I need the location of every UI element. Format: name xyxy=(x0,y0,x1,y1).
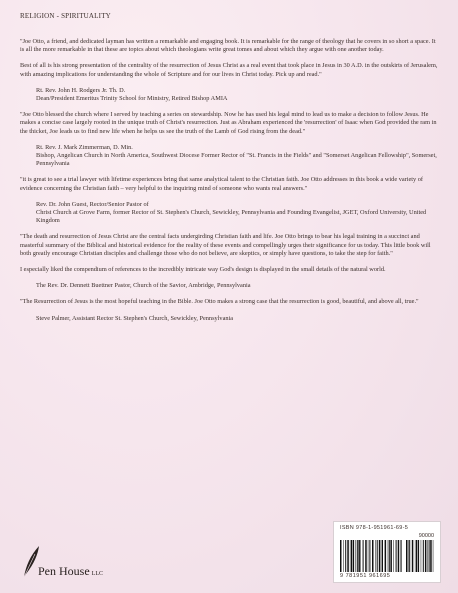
isbn-number: ISBN 978-1-951961-69-5 xyxy=(340,525,409,531)
blurb-1-text: "Joe Otto, a friend, and dedicated layman has written a remarkable and engaging book. It is remarkable for the range of theology that he covers in so short a space. It is all the more remarkable in that these are topics about which theologians write great tomes and about which they argue with one another today. xyxy=(20,38,436,54)
blurb-2-attribution xyxy=(36,144,440,169)
blurbs-section xyxy=(20,38,440,331)
price-code: 90000 xyxy=(418,533,434,539)
publisher-logo xyxy=(20,544,130,584)
blurb-3-text: "it is great to see a trial lawyer with lifetime experiences bring that same analytical talent to the Christian faith. Joe Otto addresses in this book a wide variety of evidence concerning the Christian faith – very helpful to the inquiring mind of someone who wants real answers." xyxy=(20,176,424,192)
blurb-3-attribution xyxy=(36,201,440,226)
publisher-name-text: Pen House xyxy=(38,564,90,578)
blurb-4-text-continued: I especially liked the compendium of references to the incredibly intricate way God's design is displayed in the small details of the natural world. xyxy=(20,266,386,274)
publisher-name xyxy=(38,564,103,579)
blurb-4-text: "The death and resurrection of Jesus Christ are the central facts undergirding Christian faith and life. Joe Otto brings to bear his legal training in a succinct and masterful summary of the Biblical and historical evidence for the reality of these events and compellingly urges their significance for us today. This little book will both greatly encourage Christian disciples and challenge those who do not believe, are skeptics, or simply have questions, to take the step for faith." xyxy=(20,233,431,257)
barcode-addon-bars xyxy=(406,540,434,572)
attribution-title: Dean/President Emeritus Trinity School for Ministry, Retired Bishop AMIA xyxy=(36,95,228,103)
blurb-1-attribution xyxy=(36,87,440,103)
attribution-title: Bishop, Angelican Church in North America, Southwest Diocese Former Rector of "St. Francis in the Fields" and "Somerset Angelican Fellowship", Somerset, Pennsylvania xyxy=(36,152,437,168)
blurb-5-attribution xyxy=(36,315,440,323)
attribution-name: The Rev. Dr. Dennett Buettner Pastor, Church of the Savior, Ambridge, Pennsylvania xyxy=(36,282,251,290)
barcode-main-bars xyxy=(340,540,402,572)
barcode-digits: 9 781951 961695 xyxy=(340,573,391,579)
blurb-5-text: "The Resurrection of Jesus is the most hopeful teaching in the Bible. Joe Otto makes a strong case that the resurrection is good, beautiful, and above all, true." xyxy=(20,298,419,306)
attribution-title: Christ Church at Grove Farm, former Rector of St. Stephen's Church, Sewickley, Pennsylvania and Founding Evangelist, JGET, Oxford University, United Kingdom xyxy=(36,209,427,225)
category-label: RELIGION - SPIRITUALITY xyxy=(20,12,111,20)
blurb-2-text: "Joe Otto blessed the church where I served by teaching a series on stewardship. Now he has used his legal mind to lead us to make a decision to follow Jesus. He makes a concise case largely rooted in the unique truth of Christ's resurrection. Just as Abraham experienced the 'resurrection' of Isaac when God provided the ram in the thicket, Joe leads us to find new life when he helps us see the truth of the Lamb of God rising from the dead." xyxy=(20,111,437,135)
blurb-1-text-continued: Best of all is his strong presentation of the centrality of the resurrection of Jesus Christ as a real event that took place in Jesus in 30 A.D. in the outskirts of Jerusalem, with amazing implications for understanding the whole of Scripture and for our lives in Christ today. Pick up and read." xyxy=(20,62,438,78)
publisher-suffix: LLC xyxy=(91,571,104,577)
attribution-name: Rt. Rev. J. Mark Zimmerman, D. Min. xyxy=(36,143,133,151)
blurb-4-attribution xyxy=(36,282,440,290)
isbn-barcode xyxy=(333,521,441,583)
attribution-name: Steve Palmer, Assistant Rector St. Stephen's Church, Sewickley, Pennsylvania xyxy=(36,314,234,322)
attribution-name: Rev. Dr. John Guest, Rector/Senior Pastor of xyxy=(36,200,149,208)
attribution-name: Rt. Rev. John H. Rodgers Jr. Th. D. xyxy=(36,86,126,94)
